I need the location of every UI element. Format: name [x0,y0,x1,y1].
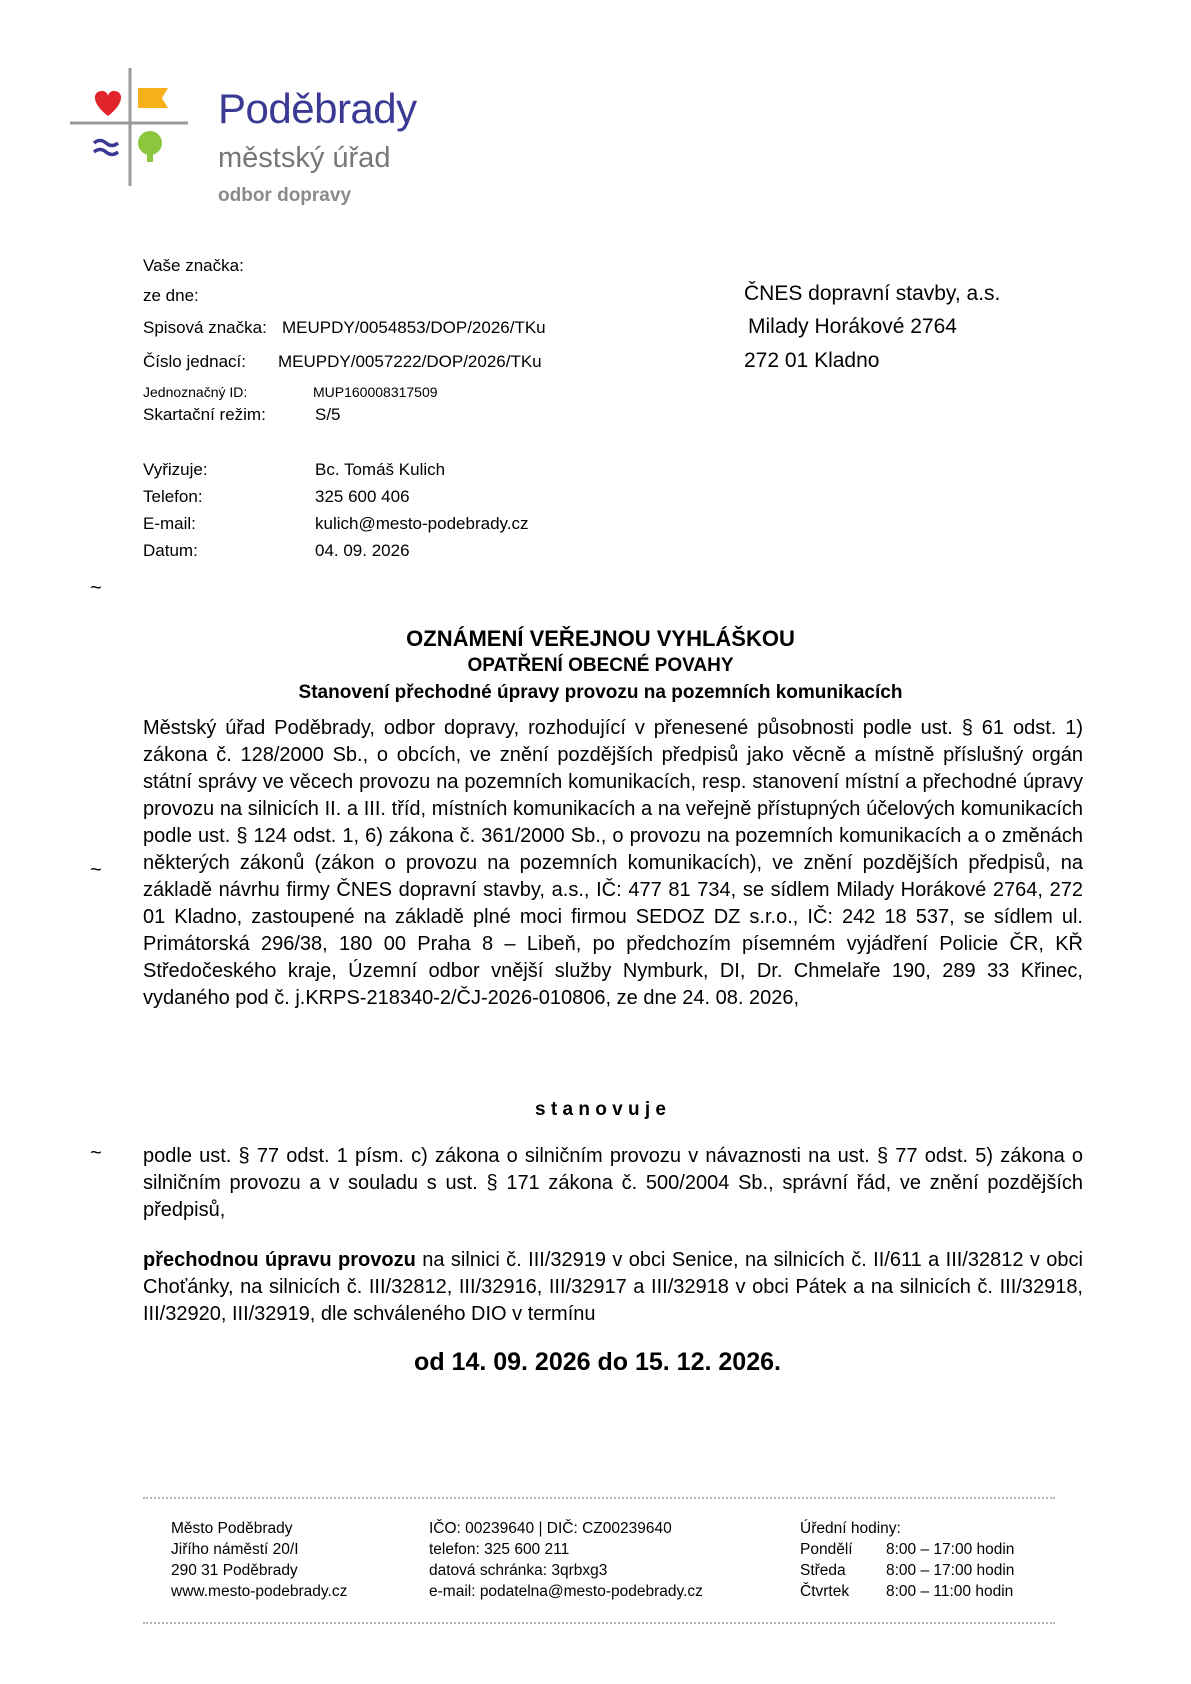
hours-day: Pondělí [800,1541,853,1558]
footer-postcode: 290 31 Poděbrady [171,1562,298,1579]
footer-contacts [429,1518,703,1602]
measure-paragraph [143,1247,1083,1328]
ref-no-label: Číslo jednací: [143,352,246,371]
your-ref-label: Vaše značka: [143,256,244,275]
handler-label: Vyřizuje: [143,460,208,479]
logo-name: Poděbrady [218,85,417,132]
hours-row [800,1560,1014,1581]
addressee-line1: ČNES dopravní stavby, a.s. [744,282,1001,305]
hours-time: 8:00 – 17:00 hodin [886,1562,1015,1579]
ref-no-value: MEUPDY/0057222/DOP/2026/TKu [278,352,542,371]
email-label: E-mail: [143,514,196,533]
logo-subtitle: městský úřad [218,142,391,174]
footer-ico: IČO: 00239640 | DIČ: CZ00239640 [429,1520,672,1537]
hours-time: 8:00 – 17:00 hodin [886,1541,1015,1558]
decides-heading: s t a n o v u j e [535,1099,666,1120]
footer-divider-bottom [143,1622,1055,1624]
email-value: kulich@mesto-podebrady.cz [315,514,529,533]
date2-value: 04. 09. 2026 [315,541,410,560]
intro-paragraph: Městský úřad Poděbrady, odbor dopravy, rozhodující v přenesené působnosti podle ust. § 61 odst. 1) zákona č. 128/2000 Sb., o obcích, ve znění pozdějších předpisů jako věcně a místně příslušný orgán státní správy ve věcech provozu na pozemních komunikacích, resp. stanovení místní a přechodné úpravy provozu na silnicích II. a III. tříd, místních komunikacích a na veřejně přístupných účelových komunikacích podle ust. § 124 odst. 1, 6) zákona č. 361/2000 Sb., o provozu na pozemních komunikacích a o změnách některých zákonů (zákon o provozu na pozemních komunikacích), ve znění pozdějších předpisů, na základě návrhu firmy ČNES dopravní stavby, a.s., IČ: 477 81 734, se sídlem Milady Horákové 2764, 272 01 Kladno, zastoupené na základě plné moci firmou SEDOZ DZ s.r.o., IČ: 242 18 537, se sídlem ul. Primátorská 296/38, 180 00 Praha 8 – Libeň, po předchozím písemném vyjádření Policie ČR, KŘ Středočeského kraje, Územní odbor vnější služby Nymburk, DI, Dr. Chmelaře 190, 289 33 Křinec, vydaného pod č. j.KRPS-218340-2/ČJ-2026-010806, ze dne 24. 08. 2026, [143,717,1083,1009]
term-dates: od 14. 09. 2026 do 15. 12. 2026. [414,1348,781,1376]
hours-day: Čtvrtek [800,1583,850,1600]
date2-label: Datum: [143,541,198,560]
heading-main: OZNÁMENÍ VEŘEJNOU VYHLÁŠKOU [406,626,795,651]
margin-mark: ~ [90,577,102,599]
addressee-line3: 272 01 Kladno [744,349,880,372]
footer-website: www.mesto-podebrady.cz [171,1583,348,1600]
shred-value: S/5 [315,405,341,424]
footer-street: Jiřího náměstí 20/I [171,1541,299,1558]
footer-address [171,1518,347,1602]
hours-row [800,1581,1014,1602]
hours-day: Středa [800,1562,846,1579]
footer-divider [143,1497,1055,1499]
footer-phone: telefon: 325 600 211 [429,1541,570,1558]
logo-department: odbor dopravy [218,185,352,206]
heading-title: Stanovení přechodné úpravy provozu na pozemních komunikacích [298,682,903,703]
handler-value: Bc. Tomáš Kulich [315,460,446,479]
flag-icon [138,88,168,108]
phone-label: Telefon: [143,487,203,506]
shred-label: Skartační režim: [143,405,266,424]
hours-row [800,1539,1014,1560]
id-label: Jednoznačný ID: [143,384,248,400]
phone-value: 325 600 406 [315,487,410,506]
measure-bold: přechodnou úpravu provozu [143,1249,416,1271]
date-label: ze dne: [143,286,199,305]
footer-email: e-mail: podatelna@mesto-podebrady.cz [429,1583,703,1600]
measure-text: na silnici č. III/32919 v obci Senice, na silnicích č. II/611 a III/32812 v obci Choťánky, na silnicích č. III/32812, III/32916, III/32917 a III/32918 v obci Pátek a na silnicích č. III/32918, III/32920, III/32919, dle schváleného DIO v termínu [143,1249,1083,1325]
hours-time: 8:00 – 11:00 hodin [886,1583,1014,1600]
tree-icon [138,131,162,155]
legal-basis-paragraph: podle ust. § 77 odst. 1 písm. c) zákona o silničním provozu v návaznosti na ust. § 77 odst. 5) zákona o silničním provozu a v souladu s ust. § 171 zákona č. 500/2004 Sb., správní řád, ve znění pozdějších předpisů, [143,1145,1083,1221]
heart-icon [95,91,121,116]
id-value: MUP160008317509 [313,384,438,400]
waves-icon [94,141,118,155]
footer-databox: datová schránka: 3qrbxg3 [429,1562,608,1579]
heading-sub: OPATŘENÍ OBECNÉ POVAHY [467,655,734,676]
addressee-line2: Milady Horákové 2764 [748,315,957,338]
margin-mark: ~ [90,1142,102,1164]
file-value: MEUPDY/0054853/DOP/2026/TKu [282,318,546,337]
margin-mark: ~ [90,859,102,881]
footer-hours [800,1518,1014,1602]
footer-hours-title: Úřední hodiny: [800,1520,901,1537]
footer-city-name: Město Poděbrady [171,1520,293,1537]
file-label: Spisová značka: [143,318,267,337]
